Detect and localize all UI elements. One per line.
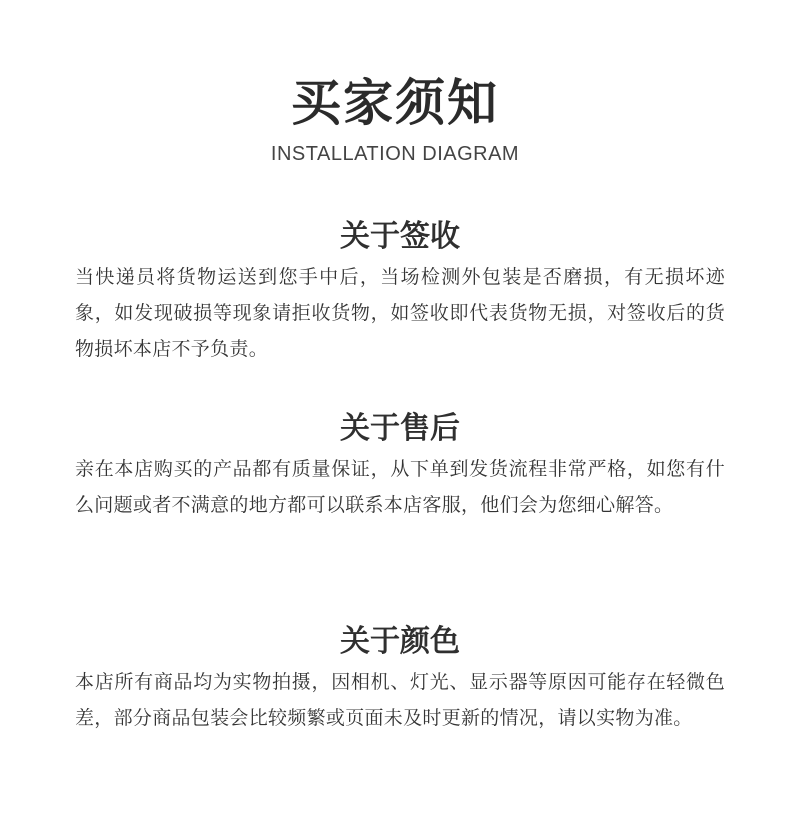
section-color	[75, 622, 725, 736]
section-body: 当快递员将货物运送到您手中后，当场检测外包装是否磨损，有无损坏迹象，如发现破损等现象请拒收货物，如签收即代表货物无损，对签收后的货物损坏本店不予负责。	[75, 266, 725, 360]
section-heading: 关于颜色	[340, 624, 460, 659]
section-heading: 关于售后	[340, 411, 460, 446]
page-title: 买家须知	[291, 74, 499, 132]
page-subtitle: INSTALLATION DIAGRAM	[270, 143, 520, 165]
page-header	[0, 70, 790, 166]
section-after-sales	[75, 409, 725, 523]
section-body: 亲在本店购买的产品都有质量保证，从下单到发货流程非常严格，如您有什么问题或者不满意的地方都可以联系本店客服，他们会为您细心解答。	[75, 458, 725, 516]
section-heading: 关于签收	[340, 219, 460, 254]
section-signing	[75, 217, 725, 367]
section-body: 本店所有商品均为实物拍摄，因相机、灯光、显示器等原因可能存在轻微色差，部分商品包装会比较频繁或页面未及时更新的情况，请以实物为准。	[75, 671, 725, 729]
